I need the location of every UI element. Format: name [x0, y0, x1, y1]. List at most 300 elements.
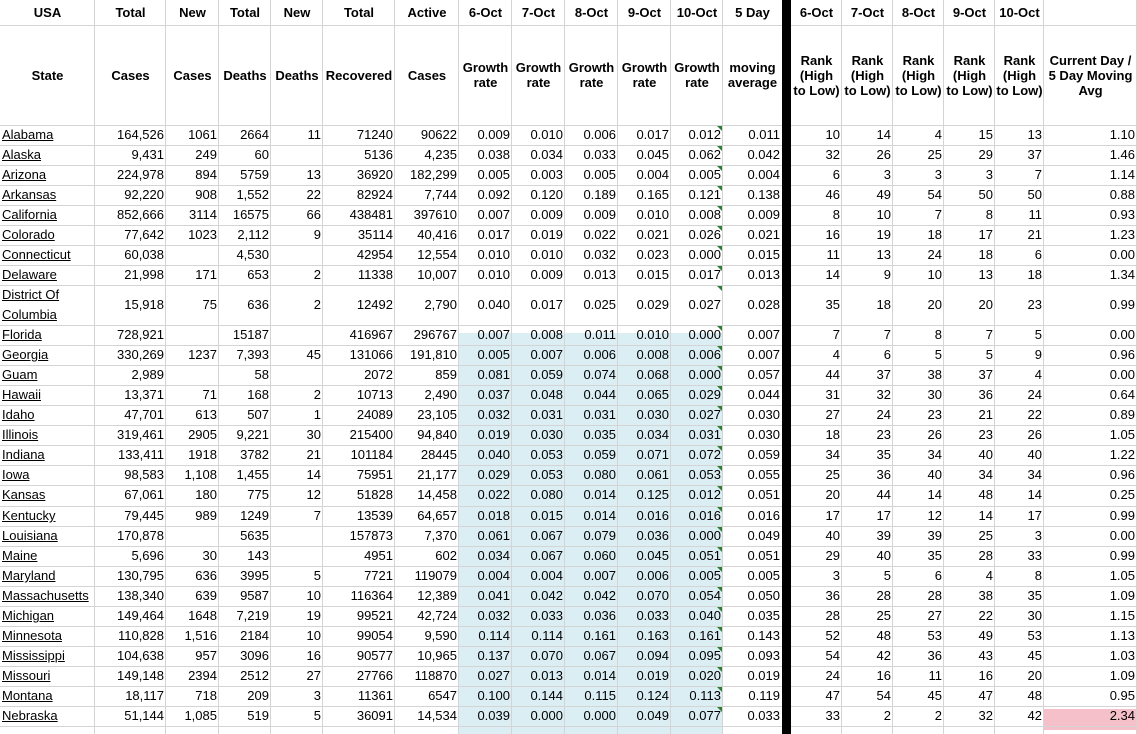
- data-cell[interactable]: 0.93: [1109, 207, 1135, 222]
- data-cell[interactable]: [271, 245, 323, 265]
- column-subheader-cell[interactable]: [723, 25, 782, 125]
- data-cell[interactable]: 75: [202, 297, 217, 312]
- data-cell[interactable]: 0.055: [747, 467, 780, 482]
- data-cell[interactable]: 5635: [240, 528, 269, 543]
- data-cell[interactable]: 49: [876, 187, 891, 202]
- data-cell[interactable]: 4: [985, 568, 993, 583]
- data-cell[interactable]: 38: [927, 367, 942, 382]
- data-cell[interactable]: 249: [195, 147, 217, 162]
- data-cell[interactable]: 0.034: [530, 147, 563, 162]
- data-cell[interactable]: 0.034: [636, 427, 669, 442]
- data-cell[interactable]: 14: [306, 467, 321, 482]
- column-header-cell[interactable]: 7-Oct: [850, 5, 885, 20]
- data-cell[interactable]: 2512: [240, 668, 269, 683]
- data-cell[interactable]: 0.006: [583, 127, 616, 142]
- data-cell[interactable]: [271, 145, 323, 165]
- data-cell[interactable]: 0.015: [747, 247, 780, 262]
- data-cell[interactable]: 0.059: [747, 447, 780, 462]
- state-name-cell[interactable]: Alaska: [2, 147, 42, 162]
- data-cell[interactable]: 859: [435, 367, 457, 382]
- state-name-cell[interactable]: Indiana: [2, 447, 45, 462]
- data-cell[interactable]: 1648: [188, 608, 217, 623]
- data-cell[interactable]: 131066: [349, 347, 393, 362]
- data-cell[interactable]: 7721: [364, 568, 393, 583]
- data-cell[interactable]: 0.005: [477, 167, 510, 182]
- data-cell[interactable]: 2,112: [237, 227, 269, 242]
- data-cell[interactable]: 209: [247, 688, 269, 703]
- data-cell[interactable]: 8: [1034, 568, 1042, 583]
- data-cell[interactable]: 47: [825, 688, 840, 703]
- data-cell[interactable]: 2394: [188, 668, 217, 683]
- data-cell[interactable]: 0.00: [1109, 367, 1135, 382]
- column-subheader-cell[interactable]: [893, 25, 944, 125]
- data-cell[interactable]: 170,878: [117, 528, 164, 543]
- data-cell[interactable]: 0.092: [477, 187, 510, 202]
- data-cell[interactable]: 92,220: [124, 187, 164, 202]
- data-cell[interactable]: 0.125: [636, 487, 669, 502]
- data-cell[interactable]: 636: [247, 297, 269, 312]
- data-cell[interactable]: 149,148: [117, 668, 164, 683]
- data-cell[interactable]: 0.038: [477, 147, 510, 162]
- data-cell[interactable]: 20: [978, 297, 993, 312]
- data-cell[interactable]: 77,642: [124, 227, 164, 242]
- data-cell[interactable]: 5: [934, 347, 942, 362]
- state-name-cell[interactable]: Massachusetts: [2, 588, 89, 603]
- data-cell[interactable]: 0.007: [530, 347, 563, 362]
- data-cell[interactable]: 0.113: [689, 688, 721, 703]
- data-cell[interactable]: 30: [1027, 608, 1042, 623]
- data-cell[interactable]: 5: [985, 347, 993, 362]
- data-cell[interactable]: 12: [927, 508, 942, 523]
- data-cell[interactable]: 0.25: [1109, 487, 1135, 502]
- data-cell[interactable]: 168: [247, 387, 269, 402]
- data-cell[interactable]: 0.120: [530, 187, 563, 202]
- data-cell[interactable]: 1.14: [1109, 167, 1135, 182]
- data-cell[interactable]: 2: [883, 708, 891, 723]
- data-cell[interactable]: 0.057: [747, 367, 780, 382]
- data-cell[interactable]: 0.033: [636, 608, 669, 623]
- data-cell[interactable]: 32: [978, 708, 993, 723]
- data-cell[interactable]: 0.88: [1109, 187, 1135, 202]
- data-cell[interactable]: 0.022: [583, 227, 616, 242]
- data-cell[interactable]: 36: [876, 467, 891, 482]
- data-cell[interactable]: 0.036: [583, 608, 616, 623]
- data-cell[interactable]: 519: [247, 708, 269, 723]
- column-subheader-cell[interactable]: [166, 25, 219, 125]
- data-cell[interactable]: 75951: [356, 467, 393, 482]
- data-cell[interactable]: 26: [876, 147, 891, 162]
- data-cell[interactable]: 1918: [188, 447, 217, 462]
- data-cell[interactable]: 39: [876, 528, 891, 543]
- data-cell[interactable]: 1,085: [184, 708, 217, 723]
- data-cell[interactable]: 0.011: [748, 127, 780, 142]
- data-cell[interactable]: 23: [876, 427, 891, 442]
- data-cell[interactable]: 14,534: [417, 708, 457, 723]
- data-cell[interactable]: 90577: [356, 648, 393, 663]
- data-cell[interactable]: 0.061: [477, 528, 510, 543]
- data-cell[interactable]: 37: [876, 367, 891, 382]
- data-cell[interactable]: 1023: [188, 227, 217, 242]
- data-cell[interactable]: 5: [1034, 327, 1042, 342]
- data-cell[interactable]: 3: [1034, 528, 1042, 543]
- data-cell[interactable]: 1.13: [1109, 628, 1135, 643]
- data-cell[interactable]: 28: [876, 588, 891, 603]
- data-cell[interactable]: 22: [1027, 407, 1042, 422]
- data-cell[interactable]: 0.045: [636, 147, 669, 162]
- data-cell[interactable]: 438481: [349, 207, 393, 222]
- state-name-cell[interactable]: Arizona: [2, 167, 47, 182]
- data-cell[interactable]: 0.012: [688, 127, 721, 142]
- data-cell[interactable]: 0.053: [688, 467, 721, 482]
- data-cell[interactable]: 0.019: [530, 227, 563, 242]
- data-cell[interactable]: 12,554: [417, 247, 457, 262]
- data-cell[interactable]: 0.051: [688, 548, 721, 563]
- data-cell[interactable]: 14: [927, 487, 942, 502]
- data-cell[interactable]: 2664: [240, 127, 269, 142]
- state-name-cell[interactable]: Alabama: [2, 127, 54, 142]
- data-cell[interactable]: 25: [927, 147, 942, 162]
- data-cell[interactable]: 397610: [413, 207, 457, 222]
- data-cell[interactable]: 0.99: [1109, 508, 1135, 523]
- data-cell[interactable]: 53: [1027, 628, 1042, 643]
- data-cell[interactable]: 0.059: [530, 367, 563, 382]
- data-cell[interactable]: 16: [876, 668, 891, 683]
- data-cell[interactable]: 0.008: [688, 207, 721, 222]
- data-cell[interactable]: 1,516: [184, 628, 217, 643]
- state-name-cell[interactable]: Connecticut: [2, 247, 71, 262]
- data-cell[interactable]: 8: [832, 207, 840, 222]
- state-name-cell[interactable]: Minnesota: [2, 628, 62, 643]
- state-name-cell[interactable]: Louisiana: [2, 528, 58, 543]
- data-cell[interactable]: 11: [307, 127, 321, 142]
- data-cell[interactable]: 32: [825, 147, 840, 162]
- data-cell[interactable]: 0.044: [747, 387, 780, 402]
- data-cell[interactable]: 66: [306, 207, 321, 222]
- data-cell[interactable]: 1.09: [1109, 668, 1135, 683]
- data-cell[interactable]: 0.021: [636, 227, 669, 242]
- column-subheader-cell[interactable]: [395, 25, 459, 125]
- data-cell[interactable]: 957: [195, 648, 217, 663]
- data-cell[interactable]: 36: [825, 588, 840, 603]
- data-cell[interactable]: 14,458: [417, 487, 457, 502]
- data-cell[interactable]: 728,921: [117, 327, 164, 342]
- data-cell[interactable]: 0.014: [583, 508, 616, 523]
- data-cell[interactable]: 24: [1027, 387, 1042, 402]
- data-cell[interactable]: 0.079: [583, 528, 616, 543]
- data-cell[interactable]: 0.028: [747, 297, 780, 312]
- state-name-cell[interactable]: Georgia: [2, 347, 49, 362]
- data-cell[interactable]: 39: [927, 528, 942, 543]
- data-cell[interactable]: 296767: [413, 327, 457, 342]
- data-cell[interactable]: 0.114: [531, 628, 563, 643]
- data-cell[interactable]: 4,235: [424, 147, 457, 162]
- data-cell[interactable]: 0.081: [477, 367, 510, 382]
- data-cell[interactable]: 0.005: [477, 347, 510, 362]
- data-cell[interactable]: 0.044: [583, 387, 616, 402]
- column-subheader-cell[interactable]: [791, 25, 842, 125]
- data-cell[interactable]: 908: [195, 187, 217, 202]
- data-cell[interactable]: 0.032: [583, 247, 616, 262]
- data-cell[interactable]: 0.137: [477, 648, 510, 663]
- data-cell[interactable]: 0.033: [530, 608, 563, 623]
- data-cell[interactable]: 26: [927, 427, 942, 442]
- data-cell[interactable]: 2,989: [131, 367, 164, 382]
- data-cell[interactable]: 0.000: [688, 327, 721, 342]
- data-cell[interactable]: 0.026: [688, 227, 721, 242]
- column-header-cell[interactable]: 10-Oct: [999, 5, 1040, 20]
- state-name-cell[interactable]: Illinois: [2, 427, 39, 442]
- data-cell[interactable]: 7: [313, 508, 321, 523]
- data-cell[interactable]: 0.035: [583, 427, 616, 442]
- data-cell[interactable]: 27: [927, 608, 942, 623]
- data-cell[interactable]: 110,828: [117, 628, 164, 643]
- data-cell[interactable]: 32: [876, 387, 891, 402]
- data-cell[interactable]: 0.007: [583, 568, 616, 583]
- state-name-cell[interactable]: Nebraska: [2, 708, 58, 723]
- data-cell[interactable]: 21: [1027, 227, 1042, 242]
- data-cell[interactable]: 0.011: [584, 327, 616, 342]
- data-cell[interactable]: 0.019: [636, 668, 669, 683]
- data-cell[interactable]: 653: [247, 267, 269, 282]
- data-cell[interactable]: 0.013: [747, 267, 780, 282]
- data-cell[interactable]: 0.000: [688, 367, 721, 382]
- data-cell[interactable]: 40: [927, 467, 942, 482]
- data-cell[interactable]: 13: [978, 267, 993, 282]
- column-header-cell[interactable]: 8-Oct: [574, 5, 609, 20]
- data-cell[interactable]: 0.040: [688, 608, 721, 623]
- data-cell[interactable]: 30: [202, 548, 217, 563]
- data-cell[interactable]: 79,445: [124, 508, 164, 523]
- data-cell[interactable]: 13: [306, 167, 321, 182]
- data-cell[interactable]: 0.027: [688, 407, 721, 422]
- state-name-cell[interactable]: Maryland: [2, 568, 56, 583]
- data-cell[interactable]: 28: [825, 608, 840, 623]
- data-cell[interactable]: 9,590: [424, 628, 457, 643]
- data-cell[interactable]: 33: [825, 708, 840, 723]
- data-cell[interactable]: 14: [876, 127, 891, 142]
- data-cell[interactable]: 24: [825, 668, 840, 683]
- data-cell[interactable]: 0.000: [688, 528, 721, 543]
- data-cell[interactable]: 42954: [356, 247, 393, 262]
- data-cell[interactable]: 0.010: [530, 127, 563, 142]
- data-cell[interactable]: 0.027: [688, 297, 721, 312]
- state-name-cell[interactable]: Colorado: [2, 227, 55, 242]
- data-cell[interactable]: 0.000: [688, 247, 721, 262]
- data-cell[interactable]: 0.049: [636, 708, 669, 723]
- data-cell[interactable]: 0.017: [688, 267, 721, 282]
- data-cell[interactable]: 8: [985, 207, 993, 222]
- data-cell[interactable]: 3782: [240, 447, 269, 462]
- data-cell[interactable]: 4: [1034, 367, 1042, 382]
- data-cell[interactable]: 16575: [232, 207, 269, 222]
- data-cell[interactable]: 718: [195, 688, 217, 703]
- data-cell[interactable]: 27: [825, 407, 840, 422]
- data-cell[interactable]: 27766: [356, 668, 393, 683]
- data-cell[interactable]: 0.077: [688, 708, 721, 723]
- data-cell[interactable]: 9,431: [131, 147, 164, 162]
- data-cell[interactable]: 21,998: [124, 267, 164, 282]
- data-cell[interactable]: 44: [876, 487, 891, 502]
- data-cell[interactable]: 2,490: [424, 387, 457, 402]
- column-header-cell[interactable]: New: [283, 5, 311, 20]
- data-cell[interactable]: 19: [306, 608, 321, 623]
- state-name-cell[interactable]: Montana: [2, 688, 53, 703]
- data-cell[interactable]: 116364: [350, 588, 393, 603]
- data-cell[interactable]: 43: [978, 648, 993, 663]
- data-cell[interactable]: 40: [978, 447, 993, 462]
- data-cell[interactable]: 0.016: [747, 508, 780, 523]
- column-header-cell[interactable]: 8-Oct: [901, 5, 936, 20]
- data-cell[interactable]: 9587: [240, 588, 269, 603]
- data-cell[interactable]: 6: [832, 167, 840, 182]
- data-cell[interactable]: 10,965: [417, 648, 457, 663]
- data-cell[interactable]: 0.025: [583, 297, 616, 312]
- data-cell[interactable]: 54: [825, 648, 840, 663]
- data-cell[interactable]: 18: [978, 247, 993, 262]
- data-cell[interactable]: 35: [1027, 588, 1042, 603]
- data-cell[interactable]: 0.039: [477, 708, 510, 723]
- data-cell[interactable]: 0.115: [584, 688, 616, 703]
- data-cell[interactable]: 1.22: [1109, 447, 1135, 462]
- data-cell[interactable]: 0.093: [747, 648, 780, 663]
- data-cell[interactable]: 49: [978, 628, 993, 643]
- data-cell[interactable]: 18: [876, 297, 891, 312]
- data-cell[interactable]: 1061: [188, 127, 217, 142]
- data-cell[interactable]: 0.031: [530, 407, 563, 422]
- data-cell[interactable]: 0.042: [530, 588, 563, 603]
- data-cell[interactable]: 0.033: [583, 147, 616, 162]
- data-cell[interactable]: 0.004: [530, 568, 563, 583]
- data-cell[interactable]: 7,393: [236, 347, 269, 362]
- data-cell[interactable]: 215400: [349, 427, 393, 442]
- data-cell[interactable]: 13: [1027, 127, 1042, 142]
- data-cell[interactable]: 9: [1034, 347, 1042, 362]
- data-cell[interactable]: 0.007: [477, 327, 510, 342]
- data-cell[interactable]: 0.005: [583, 167, 616, 182]
- column-header-cell[interactable]: Active: [407, 5, 447, 20]
- data-cell[interactable]: 3096: [240, 648, 269, 663]
- data-cell[interactable]: [271, 325, 323, 345]
- data-cell[interactable]: 19: [876, 227, 891, 242]
- data-cell[interactable]: 40: [825, 528, 840, 543]
- data-cell[interactable]: 0.040: [477, 447, 510, 462]
- data-cell[interactable]: 2,790: [424, 297, 457, 312]
- data-cell[interactable]: 0.005: [688, 568, 721, 583]
- data-cell[interactable]: 7,744: [424, 187, 457, 202]
- data-cell[interactable]: 0.163: [636, 628, 669, 643]
- state-name-cell[interactable]: Kansas: [2, 487, 46, 502]
- data-cell[interactable]: [271, 365, 323, 385]
- data-cell[interactable]: 1,455: [236, 467, 269, 482]
- data-cell[interactable]: 45: [306, 347, 321, 362]
- data-cell[interactable]: 7: [1034, 167, 1042, 182]
- column-subheader-cell[interactable]: [459, 25, 512, 125]
- data-cell[interactable]: 5: [313, 568, 321, 583]
- data-cell[interactable]: 2: [934, 708, 942, 723]
- data-cell[interactable]: 35114: [357, 227, 393, 242]
- data-cell[interactable]: 0.00: [1109, 528, 1135, 543]
- data-cell[interactable]: 1.34: [1109, 267, 1135, 282]
- data-cell[interactable]: [271, 546, 323, 566]
- data-cell[interactable]: 989: [195, 508, 217, 523]
- state-name-cell[interactable]: California: [2, 207, 57, 222]
- highlighted-ratio-cell[interactable]: 2.34: [1109, 708, 1135, 723]
- data-cell[interactable]: 0.004: [636, 167, 669, 182]
- data-cell[interactable]: 0.050: [747, 588, 780, 603]
- data-cell[interactable]: 0.029: [688, 387, 721, 402]
- data-cell[interactable]: 0.053: [530, 467, 563, 482]
- data-cell[interactable]: 51,144: [124, 708, 164, 723]
- column-header-cell[interactable]: 9-Oct: [952, 5, 987, 20]
- data-cell[interactable]: 0.016: [636, 508, 669, 523]
- data-cell[interactable]: 0.189: [583, 187, 616, 202]
- data-cell[interactable]: 3: [934, 167, 942, 182]
- data-cell[interactable]: 17: [978, 227, 993, 242]
- data-cell[interactable]: 36920: [356, 167, 393, 182]
- data-cell[interactable]: 38: [978, 588, 993, 603]
- data-cell[interactable]: 3: [985, 167, 993, 182]
- data-cell[interactable]: 47,701: [124, 407, 164, 422]
- data-cell[interactable]: 0.042: [747, 147, 780, 162]
- data-cell[interactable]: 0.010: [530, 247, 563, 262]
- data-cell[interactable]: 13,371: [124, 387, 164, 402]
- data-cell[interactable]: 67,061: [124, 487, 164, 502]
- data-cell[interactable]: 0.033: [747, 708, 780, 723]
- column-subheader-cell[interactable]: [671, 25, 723, 125]
- data-cell[interactable]: 164,526: [117, 127, 164, 142]
- data-cell[interactable]: 0.007: [477, 207, 510, 222]
- data-cell[interactable]: 45: [1027, 648, 1042, 663]
- data-cell[interactable]: 94,840: [417, 427, 457, 442]
- data-cell[interactable]: 0.042: [583, 588, 616, 603]
- data-cell[interactable]: 3: [883, 167, 891, 182]
- data-cell[interactable]: 25: [876, 608, 891, 623]
- data-cell[interactable]: 15,918: [124, 297, 164, 312]
- data-cell[interactable]: 5136: [364, 147, 393, 162]
- data-cell[interactable]: 182,299: [410, 167, 457, 182]
- column-subheader-cell[interactable]: [0, 25, 95, 125]
- data-cell[interactable]: 0.070: [530, 648, 563, 663]
- data-cell[interactable]: 171: [195, 267, 217, 282]
- data-cell[interactable]: 2: [313, 297, 321, 312]
- data-cell[interactable]: 602: [435, 548, 457, 563]
- column-subheader-cell[interactable]: [512, 25, 565, 125]
- data-cell[interactable]: 0.006: [636, 568, 669, 583]
- data-cell[interactable]: 0.029: [636, 297, 669, 312]
- column-subheader-cell[interactable]: [842, 25, 893, 125]
- column-header-cell[interactable]: Total: [343, 5, 375, 20]
- data-cell[interactable]: 33: [1027, 548, 1042, 563]
- data-cell[interactable]: 7: [883, 327, 891, 342]
- data-cell[interactable]: 7,370: [424, 528, 457, 543]
- data-cell[interactable]: 0.010: [636, 327, 669, 342]
- data-cell[interactable]: 13539: [356, 508, 393, 523]
- data-cell[interactable]: 47: [978, 688, 993, 703]
- data-cell[interactable]: 0.051: [747, 487, 780, 502]
- data-cell[interactable]: 2905: [188, 427, 217, 442]
- data-cell[interactable]: 11: [928, 668, 942, 683]
- data-cell[interactable]: 17: [876, 508, 891, 523]
- data-cell[interactable]: 40: [876, 548, 891, 563]
- data-cell[interactable]: 0.009: [530, 267, 563, 282]
- data-cell[interactable]: 14: [978, 508, 993, 523]
- data-cell[interactable]: 0.008: [636, 347, 669, 362]
- data-cell[interactable]: 22: [978, 608, 993, 623]
- data-cell[interactable]: 0.053: [530, 447, 563, 462]
- data-cell[interactable]: 1,108: [184, 467, 217, 482]
- state-name-cell[interactable]: District Of Columbia: [2, 287, 60, 322]
- data-cell[interactable]: 0.051: [747, 548, 780, 563]
